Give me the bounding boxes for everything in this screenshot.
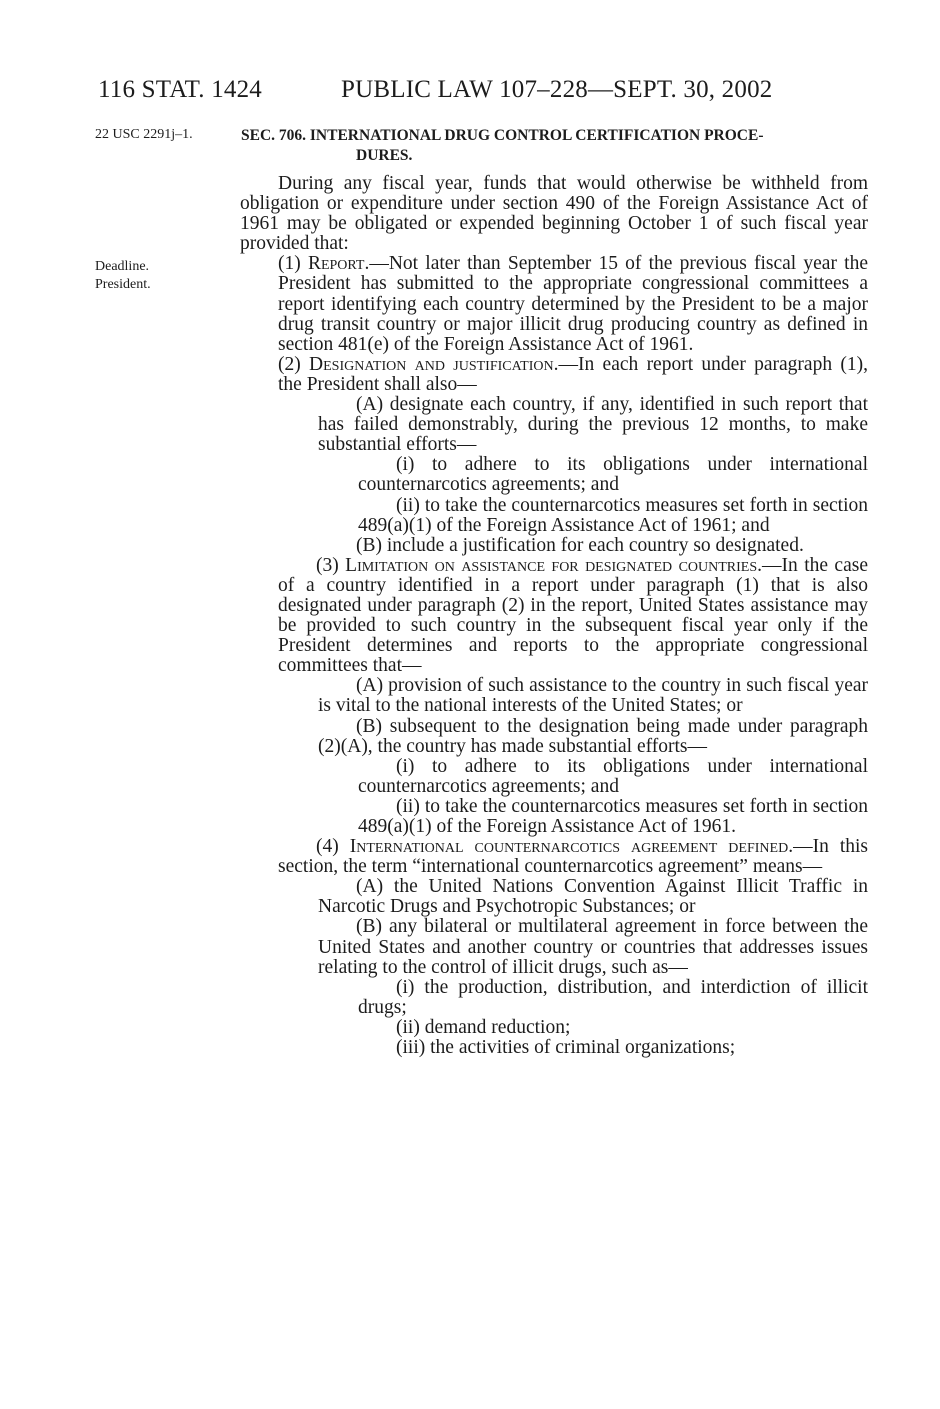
paragraph-4-b: (B) any bilateral or multilateral agreement in force between the United States and another country or countries that addresses issues relating to the control of illicit drugs, such as—	[318, 916, 868, 978]
paragraph-4-b-ii: (ii) demand reduction;	[396, 1016, 571, 1038]
paragraph-3	[240, 556, 868, 677]
paragraph-3-a: (A) provision of such assistance to the country in such fiscal year is vital to the national interests of the United States; or	[318, 675, 868, 717]
paragraph-2-a-ii: (ii) to take the counternarcotics measures set forth in section 489(a)(1) of the Foreign Assistance Act of 1961; and	[358, 494, 868, 536]
paragraph-3-heading: Limitation on assistance for designated countries	[345, 554, 758, 576]
public-law-date: PUBLIC LAW 107–228—SEPT. 30, 2002	[341, 76, 773, 103]
paragraph-3-number: (3)	[316, 554, 346, 576]
paragraph-1-heading: Report	[307, 253, 365, 275]
paragraph-4-text: .—In this section, the term “international counternarcotics agreement” means—	[278, 836, 868, 878]
paragraph-2-a: (A) designate each country, if any, identified in such report that has failed demonstrably, during the previous 12 months, to make substantial efforts—	[318, 394, 868, 456]
margin-note-usc: 22 USC 2291j–1.	[95, 127, 193, 142]
paragraph-4-heading: International counternarcotics agreement defined	[349, 836, 789, 858]
margin-note-deadline	[95, 258, 151, 294]
paragraph-2	[202, 355, 868, 395]
paragraph-2-b: (B) include a justification for each country so designated.	[356, 534, 804, 556]
paragraph-1-text: .—Not later than September 15 of the previous fiscal year the President has submitted to the appropriate congressional committees a report identifying each country determined by the President to be a major drug transit country or major illicit drug producing country as defined in section 481(e) of the Foreign Assistance Act of 1961.	[278, 253, 868, 355]
paragraph-4-b-iii: (iii) the activities of criminal organizations;	[396, 1037, 736, 1059]
paragraph-4-number: (4)	[316, 836, 350, 858]
paragraph-3-text: .—In the case of a country identified in a report under paragraph (1) that is also designated under paragraph (2) in the report, United States assistance may be provided to such country in the subsequent fiscal year only if the President determines and reports to the appropriate congressional committees that—	[278, 554, 868, 677]
section-heading	[241, 126, 867, 166]
running-header	[0, 76, 940, 108]
paragraph-1-number: (1)	[278, 253, 308, 275]
paragraph-4	[240, 837, 868, 877]
section-body	[240, 174, 868, 1058]
section-title-line2: DURES.	[356, 147, 413, 164]
paragraph-4-b-i: (i) the production, distribution, and interdiction of illicit drugs;	[358, 976, 868, 1018]
paragraph-4-a: (A) the United Nations Convention Against Illicit Traffic in Narcotic Drugs and Psychotropic Substances; or	[318, 876, 868, 918]
paragraph-2-text: .—In each report under paragraph (1), the President shall also—	[278, 353, 868, 395]
paragraph-3-b-i: (i) to adhere to its obligations under international counternarcotics agreements; and	[358, 755, 868, 797]
margin-note-president-label: President.	[95, 277, 151, 292]
paragraph-3-b-ii: (ii) to take the counternarcotics measures set forth in section 489(a)(1) of the Foreign Assistance Act of 1961.	[358, 795, 868, 837]
margin-note-deadline-label: Deadline.	[95, 259, 150, 274]
intro-paragraph: During any fiscal year, funds that would otherwise be withheld from obligation or expenditure under section 490 of the Foreign Assistance Act of 1961 may be obligated or expended beginning October 1 of such fiscal year provided that:	[240, 173, 868, 255]
paragraph-3-b: (B) subsequent to the designation being made under paragraph (2)(A), the country has made substantial efforts—	[318, 715, 868, 757]
stat-citation: 116 STAT. 1424	[98, 76, 262, 103]
paragraph-1	[240, 254, 868, 354]
paragraph-2-a-i: (i) to adhere to its obligations under international counternarcotics agreements; and	[358, 454, 868, 496]
paragraph-2-number: (2)	[278, 353, 310, 375]
paragraph-2-heading: Designation and justification	[309, 353, 554, 375]
section-title-line1: SEC. 706. INTERNATIONAL DRUG CONTROL CERTIFICATION PROCE-	[241, 127, 764, 144]
